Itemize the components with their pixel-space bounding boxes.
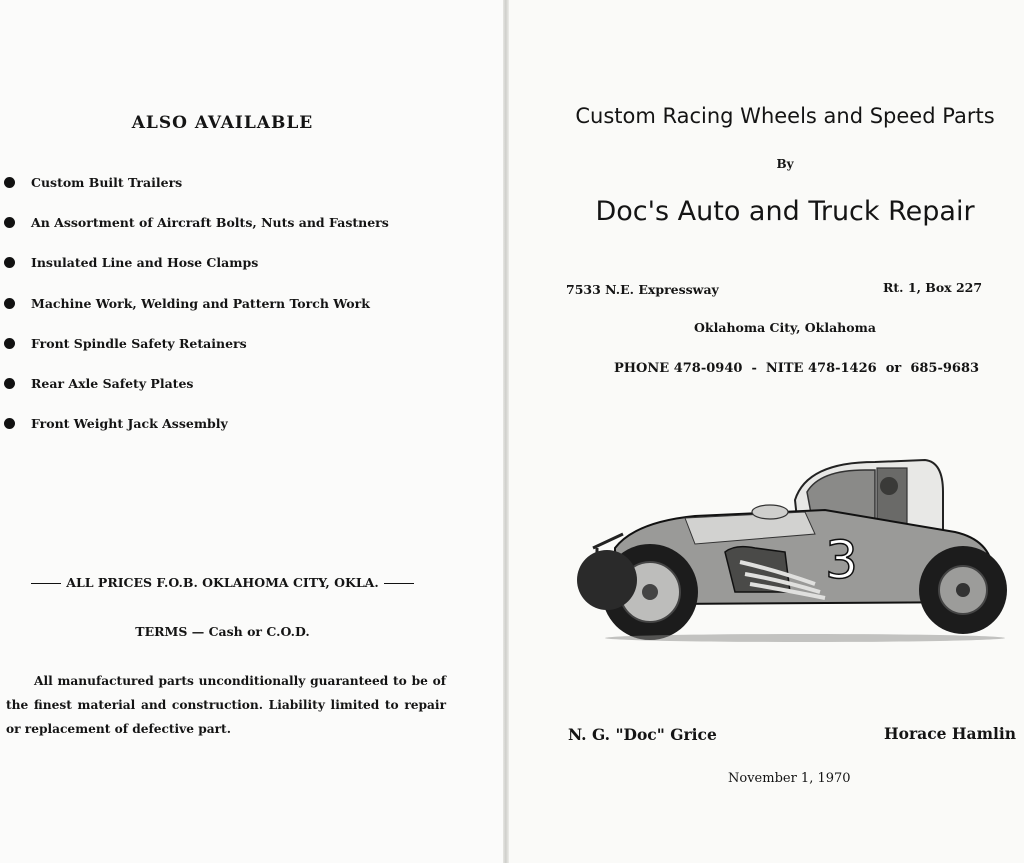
car-number: 3 — [825, 531, 859, 591]
route-address: Rt. 1, Box 227 — [883, 280, 983, 295]
phone-line: PHONE 478-0940 - NITE 478-1426 or 685-9683 — [614, 361, 980, 376]
list-item-label: Custom Built Trailers — [31, 174, 183, 190]
terms-line: TERMS — Cash or C.O.D. — [135, 624, 310, 639]
dash-rule — [31, 583, 61, 585]
available-items-list — [0, 162, 389, 444]
prices-text: ALL PRICES F.O.B. OKLAHOMA CITY, OKLA. — [66, 575, 379, 590]
list-item-label: Insulated Line and Hose Clamps — [31, 255, 259, 271]
list-item-label: Front Spindle Safety Retainers — [31, 335, 247, 351]
list-item — [0, 323, 389, 363]
list-item — [0, 202, 389, 242]
city-line: Oklahoma City, Oklahoma — [694, 320, 876, 335]
list-item — [0, 363, 389, 403]
list-item — [0, 243, 389, 283]
race-car-photo — [575, 452, 1015, 642]
by-label: By — [776, 157, 794, 171]
list-item — [0, 404, 389, 444]
list-item-label: Rear Axle Safety Plates — [31, 376, 194, 392]
bullet-icon — [4, 298, 15, 309]
page-fold — [503, 0, 509, 863]
prices-line — [0, 575, 445, 590]
bullet-icon — [4, 217, 15, 228]
bullet-icon — [4, 338, 15, 349]
company-name: Doc's Auto and Truck Repair — [595, 196, 975, 227]
bullet-icon — [4, 418, 15, 429]
list-item — [0, 283, 389, 323]
guarantee-paragraph: All manufactured parts unconditionally guaranteed to be of the finest material and construction. Liability limited to repair or replacement of defective part. — [6, 674, 446, 736]
also-available-title: ALSO AVAILABLE — [131, 113, 314, 133]
list-item — [0, 162, 389, 202]
signer-right: Horace Hamlin — [884, 724, 1017, 743]
bullet-icon — [4, 177, 15, 188]
street-address: 7533 N.E. Expressway — [566, 282, 719, 297]
list-item-label: Machine Work, Welding and Pattern Torch Work — [31, 295, 370, 311]
list-item-label: An Assortment of Aircraft Bolts, Nuts and Fastners — [31, 214, 389, 230]
bullet-icon — [4, 378, 15, 389]
bullet-icon — [4, 257, 15, 268]
date-line: November 1, 1970 — [728, 771, 851, 786]
signer-left: N. G. "Doc" Grice — [568, 725, 717, 744]
dash-rule — [384, 583, 414, 585]
list-item-label: Front Weight Jack Assembly — [31, 416, 228, 432]
headline: Custom Racing Wheels and Speed Parts — [575, 104, 995, 128]
